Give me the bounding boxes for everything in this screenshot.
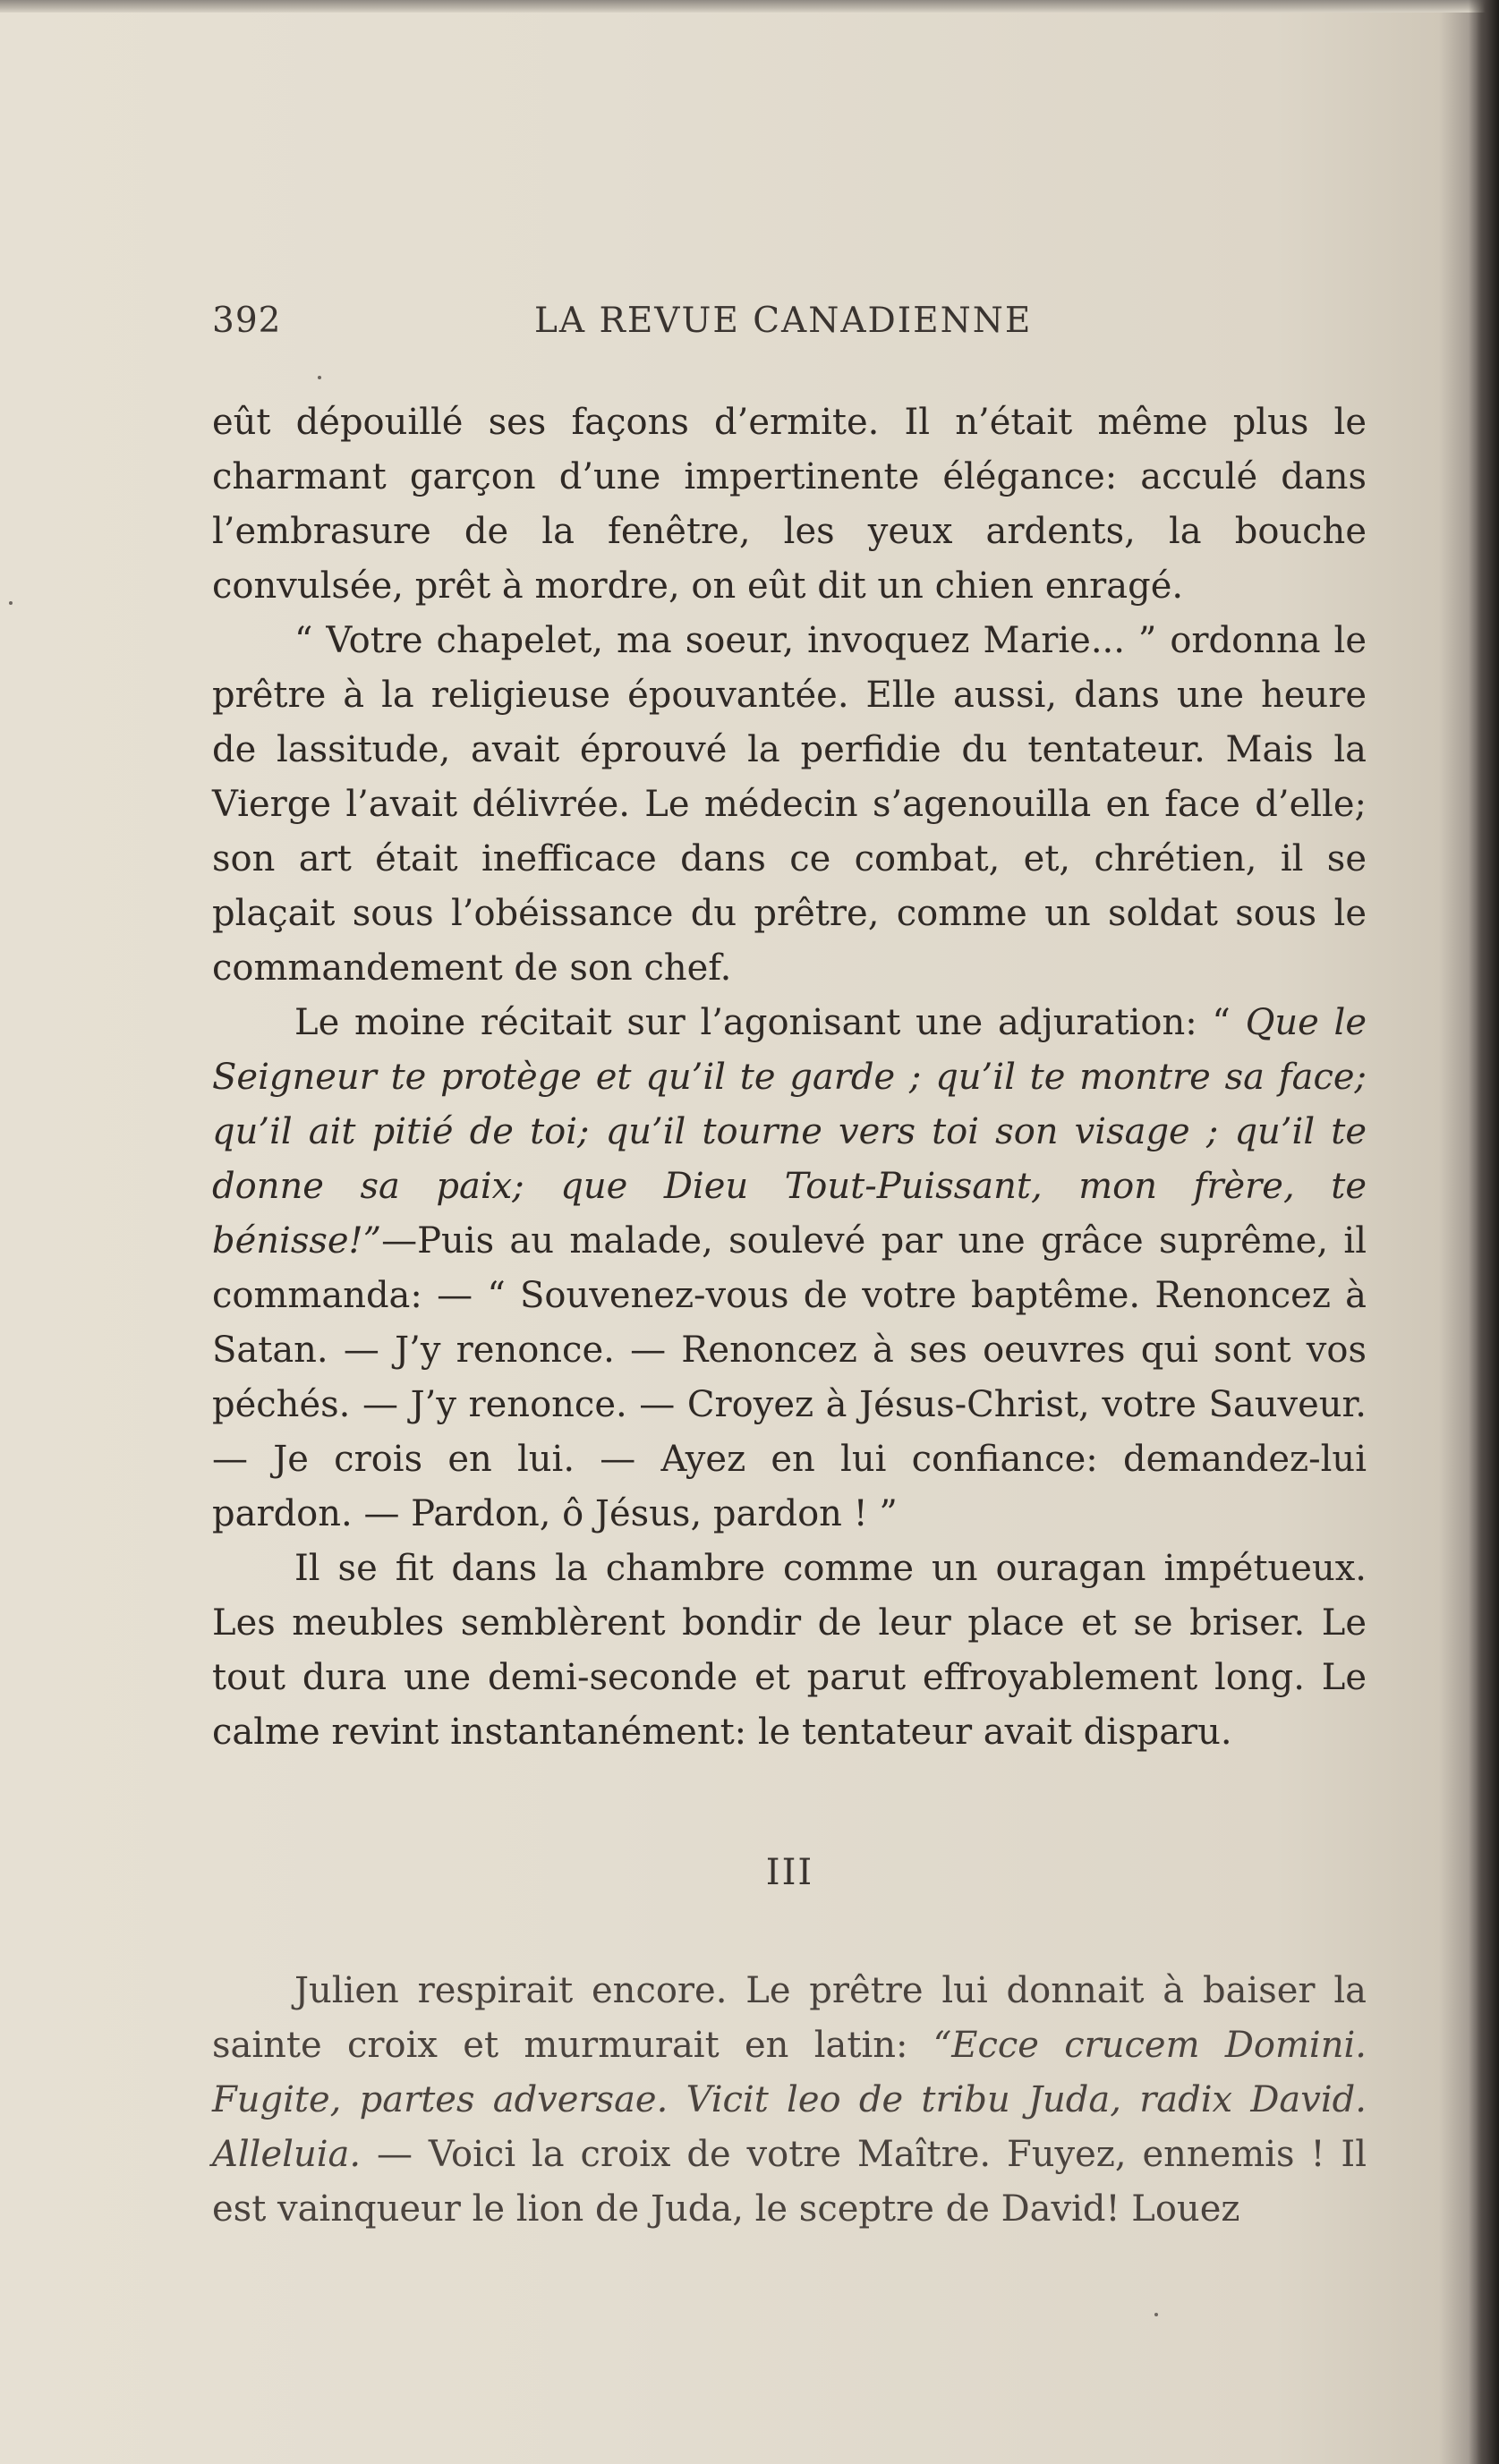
paragraph <box>212 1542 1367 1760</box>
running-title: LA REVUE CANADIENNE <box>534 301 1033 341</box>
body-text <box>212 395 1367 1760</box>
section-heading: III <box>765 1852 814 1893</box>
paragraph <box>212 395 1367 614</box>
page-number: 392 <box>212 301 282 341</box>
paragraph-text: “ Votre chapelet, ma soeur, invoquez Marie... ” ordonna le prêtre à la religieuse épouvantée. Elle aussi, dans une heure de lassitude, avait éprouvé la perfidie du tentateur. Mais la Vierge l’avait délivrée. Le médecin s’agenouilla en face d’elle; son art était inefficace dans ce combat, et, chrétien, il se plaçait sous l’obéissance du prêtre, comme un soldat sous le commandement de son chef. <box>212 620 1367 989</box>
paragraph-text: eût dépouillé ses façons d’ermite. Il n’était même plus le charmant garçon d’une impertinente élégance: acculé dans l’embrasure de la fenêtre, les yeux ardents, la bouche convulsée, prêt à mordre, on eût dit un chien enragé. <box>212 402 1367 607</box>
binding-shadow <box>1469 0 1499 2464</box>
latin-quote-italic: “Ecce crucem Domini. Fugite, partes adversae. Vicit leo de tribu Juda, radix David. Alleluia. <box>212 2025 1367 2175</box>
paper-speck <box>9 601 13 605</box>
paragraph-text: Julien respirait encore. Le prêtre lui donnait à baiser la sainte croix et murmurait en latin: <box>212 1970 1367 2066</box>
section-body-text <box>212 1964 1367 2237</box>
paper-speck <box>1154 2313 1158 2316</box>
paragraph <box>212 1964 1367 2237</box>
paragraph-text: —Puis au malade, soulevé par une grâce suprême, il commanda: — “ Souvenez-vous de votre baptême. Renoncez à Satan. — J’y renonce. — Renoncez à ses oeuvres qui sont vos péchés. — J’y renonce. — Croyez à Jésus-Christ, votre Sauveur. — Je crois en lui. — Ayez en lui confiance: demandez-lui pardon. — Pardon, ô Jésus, pardon ! ” <box>212 1220 1367 1534</box>
running-header <box>212 301 1376 347</box>
paragraph <box>212 614 1367 996</box>
paragraph <box>212 996 1367 1542</box>
page-top-edge <box>0 0 1499 13</box>
paragraph-text: Le moine récitait sur l’agonisant une adjuration: “ <box>294 1002 1246 1043</box>
paragraph-text: — Voici la croix de votre Maître. Fuyez, ennemis ! Il est vainqueur le lion de Juda, le sceptre de David! Louez <box>212 2134 1367 2230</box>
paragraph-text: Il se fit dans la chambre comme un ouragan impétueux. Les meubles semblèrent bondir de leur place et se briser. Le tout dura une demi-seconde et parut effroyablement long. Le calme revint instantanément: le tentateur avait disparu. <box>212 1548 1367 1753</box>
latin-prayer-italic: Que le Seigneur te protège et qu’il te garde ; qu’il te montre sa face; qu’il ait pitié de toi; qu’il tourne vers toi son visage ; qu’il te donne sa paix; que Dieu Tout-Puissant, mon frère, te bénisse!” <box>212 1002 1367 1262</box>
paper-speck <box>318 376 321 379</box>
